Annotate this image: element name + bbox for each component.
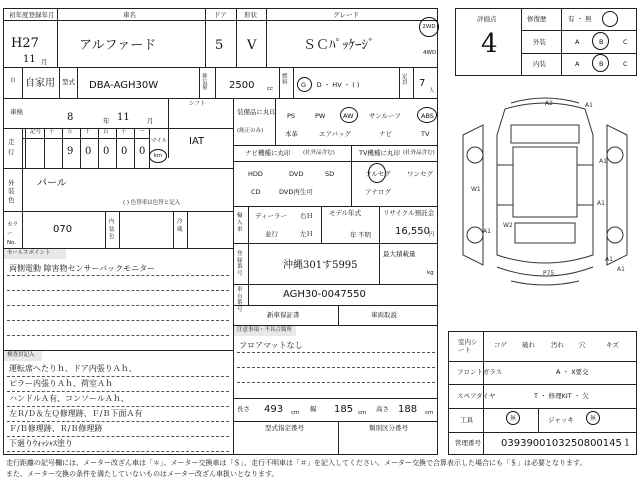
registration-value: 沖縄301す5995 [283, 260, 358, 271]
mileage-digit: 0 [139, 146, 146, 157]
exterior-b-circle [592, 32, 609, 50]
height-unit: cm [425, 410, 434, 416]
inspector-note-line: 下廻りｳｫｯｼｬｽ塗り [9, 439, 73, 448]
mileage-label: 走行 [8, 138, 15, 157]
repair-none-circle [602, 11, 618, 27]
import-parallel: 並行 [265, 230, 278, 238]
diagram-label: A1 [605, 256, 613, 263]
equipment-item: ABS [421, 112, 434, 120]
navi-item: CD [251, 188, 261, 196]
sheet-item: 汚れ [551, 341, 564, 349]
mileage-digit: 0 [103, 146, 110, 157]
navi-label: ナビ機種に丸印 [245, 149, 291, 157]
grade: ＳＣﾊﾟｯｹｰｼﾞ [303, 38, 375, 53]
ownership: 自家用 [25, 78, 55, 89]
mileage-header-cell: 十 [121, 129, 127, 135]
cc-unit: cc [267, 86, 274, 92]
chassis-label: 車台番号 [237, 287, 243, 313]
mileage-header-cell: 一 [139, 129, 145, 135]
mileage-header-cell: 万 [67, 129, 73, 135]
inspector-note-line: ハンドルＡ有、コンソールＡｈ、 [9, 394, 129, 403]
interior-color-label: 内装色 [109, 219, 115, 241]
width-unit: cm [358, 410, 367, 416]
grade-letter: C [623, 38, 628, 46]
max-load-label: 最大積載量 [383, 250, 416, 258]
navi-item: SD [325, 170, 335, 178]
fullseg-circle [368, 163, 386, 183]
tv-item: ワンセグ [407, 170, 433, 178]
inspection-month: 11 [117, 112, 130, 123]
navi-item: DVD再生可 [279, 188, 313, 196]
shape-label: 形状 [244, 11, 257, 19]
capacity: 7 [419, 78, 426, 89]
inspector-notes-label: 検査員記入 [7, 352, 35, 358]
interior-grade-label: 内装 [533, 60, 546, 68]
exterior-note: ( ) 色替車は色替と記入 [123, 200, 181, 206]
grade-letter: A [575, 38, 580, 46]
inspection-label: 車検 [10, 108, 23, 116]
first-reg-era: H27 [11, 36, 39, 51]
tv-item: アナログ [365, 188, 391, 196]
jack-value: 無 [590, 416, 596, 422]
max-load-unit: kg [427, 270, 434, 276]
jack-label: ジャッキ [548, 416, 574, 424]
diagram-label: A2 [545, 100, 553, 107]
mgmt-value: 0393900103250800145１ [501, 438, 632, 449]
model-year-unit: 年 [350, 231, 357, 239]
score-label: 評価点 [477, 15, 497, 23]
type-designation-label: 型式指定番号 [265, 424, 304, 432]
sheet-item: キズ [606, 341, 619, 349]
shift-value: IAT [189, 136, 205, 147]
mileage-digit: 0 [121, 146, 128, 157]
color-no-label: カラーNo. [7, 222, 19, 246]
auction-sheet [3, 3, 637, 455]
import-left-h: 左Ｈ [300, 230, 313, 238]
equipment-item: エアバッグ [319, 130, 351, 138]
front-glass-value: A ・ X要交 [556, 368, 589, 376]
sheet-item: コゲ [494, 341, 507, 349]
tools-circle [506, 411, 520, 425]
mileage-header-cell: 千 [85, 129, 91, 135]
diagram-label: W1 [471, 186, 481, 193]
car-diagram [453, 95, 637, 291]
equipment-item: AW [343, 112, 354, 120]
sheet-item: 穴 [579, 341, 586, 349]
model-year-label: モデル年式 [329, 209, 362, 217]
recycle-label: リサイクル預託金 [383, 209, 435, 217]
notes-text: フロアマットなし [239, 341, 303, 350]
notes-label: 注意事項・不具合箇所 [237, 327, 293, 333]
recycle-unit: 円 [429, 232, 435, 238]
height-value: 188 [398, 404, 418, 415]
import-label: 輸入車 [237, 213, 243, 234]
first-reg-month: 11 [23, 54, 36, 65]
new-car-warranty: 新車保証書 [267, 311, 300, 319]
chassis-value: AGH30-0047550 [283, 289, 366, 300]
grade-label: グレード [333, 11, 359, 19]
diagram-label: W2 [503, 222, 513, 229]
km-circle [149, 149, 167, 163]
fuel-label: 燃料 [282, 74, 288, 86]
tv-sub: (社外品含む) [403, 150, 435, 156]
height-label: 高さ [376, 405, 389, 413]
recycle-small-label: 冷蔵 [177, 219, 183, 233]
type-label: 型式 [62, 78, 75, 86]
exterior-color: パール [37, 178, 67, 189]
month-unit: 月 [41, 58, 48, 66]
ownership-prefix: 自 [10, 78, 16, 84]
inspector-note-line: 左Ｒ/Ｄ＆左Ｑ修理跡、Ｆ/Ｂ下面Ａ有 [9, 409, 143, 418]
import-right-h: 右Ｈ [300, 212, 313, 220]
length-label: 長さ [237, 405, 250, 413]
width-value: 185 [334, 404, 354, 415]
inspector-note-line: Ｆ/Ｂ修理跡、Ｒ/Ｂ修理跡 [9, 424, 103, 433]
diagram-label: A1 [483, 228, 491, 235]
drive-4wd: 4WD [423, 50, 437, 56]
unit-mile: マイル [151, 138, 168, 144]
model-name: アルファード [79, 38, 157, 53]
unit-km: km [153, 153, 163, 159]
navi-sub: (社外品含む) [303, 150, 335, 156]
sheet-item: 破れ [522, 341, 535, 349]
footer-line-1: 走行距離の記号欄には、メーター改ざん車は「＊」、メーター交換車は「＄」、走行不明車は「＃」を記入してください。メーター交換で合算表示した場合にも「＄」は必要となります。 [6, 459, 587, 467]
grade-letter: A [575, 60, 580, 68]
footer-line-2: また、メーター交換の条件を満たしていないものはメーター改ざん車扱いとなります。 [6, 470, 279, 478]
equipment-sub: (純正のみ) [237, 128, 264, 134]
tools-label: 工具 [460, 416, 473, 424]
equipment-item: サンルーフ [369, 112, 401, 120]
manual: 車両取説 [371, 311, 397, 319]
spare-tire-label: スペアタイヤ [457, 392, 496, 400]
doors: 5 [215, 38, 224, 53]
recycle-value: 16,550 [395, 226, 430, 237]
displacement: 2500 [229, 80, 255, 91]
jack-circle [586, 411, 600, 425]
shift-label: シフト [189, 101, 206, 107]
mileage-header-cell: 百 [103, 129, 109, 135]
exterior-grade-label: 外装 [533, 38, 546, 46]
tv-item: フルセグ [365, 170, 391, 178]
tools-value: 無 [510, 416, 516, 422]
interior-sheet-label: 室内シート [458, 338, 478, 355]
diagram-label: A1 [599, 158, 607, 165]
equipment-item: 本革 [285, 130, 298, 138]
sales-point-label: セールスポイント [7, 250, 51, 256]
aw-circle [340, 107, 358, 123]
diagram-label: A1 [585, 102, 593, 109]
interior-b-circle [592, 54, 609, 72]
import-dealer: ディーラー [255, 212, 287, 220]
drive-2wd-circle [419, 17, 439, 37]
score-value: 4 [481, 29, 498, 59]
color-no-value: 070 [53, 224, 73, 235]
capacity-label: 定員 [402, 74, 408, 86]
grade-letter: B [599, 60, 604, 68]
diagram-label: A1 [597, 200, 605, 207]
inspection-year: 8 [67, 112, 74, 123]
navi-item: HDD [248, 170, 263, 178]
fuel-options: G ・ D ・ HV ・ ( ) [301, 81, 360, 89]
equipment-label: 装備品に丸印 [237, 108, 276, 116]
grade-letter: C [623, 60, 628, 68]
equipment-item: PS [287, 112, 296, 120]
equipment-item: ナビ [379, 130, 392, 138]
model-year-unknown: 不明 [358, 231, 371, 239]
spare-tire-value: T ・ 修理KIT ・ 欠 [534, 392, 589, 400]
sales-point-text: 両側電動 障害物センサーバックモニター [9, 264, 156, 273]
length-unit: cm [291, 410, 300, 416]
type-value: DBA-AGH30W [89, 80, 159, 91]
shape: V [247, 38, 257, 53]
mgmt-label: 管理番号 [455, 439, 481, 447]
mileage-header-cell: 十 [49, 129, 55, 135]
front-glass-label: フロントガラス [457, 368, 503, 376]
repair-label: 修復歴 [527, 15, 547, 23]
navi-item: DVD [289, 170, 304, 178]
equipment-item: TV [421, 130, 430, 138]
inspector-note-line: ピラー内張りＡｈ、荷室Ａｈ [9, 379, 113, 388]
first-reg-label: 初年度登録年月 [9, 11, 55, 19]
capacity-unit: 人 [429, 88, 435, 94]
abs-circle [417, 107, 437, 123]
inspection-year-unit: 年 [103, 117, 110, 125]
displacement-label: 排気量 [202, 74, 208, 91]
mileage-header-cell: 記号 [30, 129, 42, 135]
registration-label: 登録番号 [237, 251, 243, 277]
diagram-label: A1 [617, 266, 625, 273]
length-value: 493 [264, 404, 284, 415]
mileage-digit: 0 [85, 146, 92, 157]
drive-2wd: 2WD [422, 24, 436, 30]
width-label: 幅 [310, 405, 317, 413]
inspector-note-line: 運転席へたりｈ、ドア内張りＡｈ、 [9, 364, 137, 373]
classification-label: 類別区分番号 [369, 424, 408, 432]
equipment-item: PW [315, 112, 326, 120]
door-label: ドア [214, 11, 227, 19]
tv-label: TV機種に丸印 [359, 149, 400, 157]
diagram-label: P75 [543, 270, 555, 277]
exterior-label: 外装色 [8, 179, 15, 204]
inspection-month-unit: 月 [147, 117, 154, 125]
grade-letter: B [599, 38, 604, 46]
mileage-digit: 9 [67, 146, 74, 157]
model-name-label: 車名 [123, 11, 136, 19]
repair-options: 有 ・ 無 [568, 15, 592, 23]
